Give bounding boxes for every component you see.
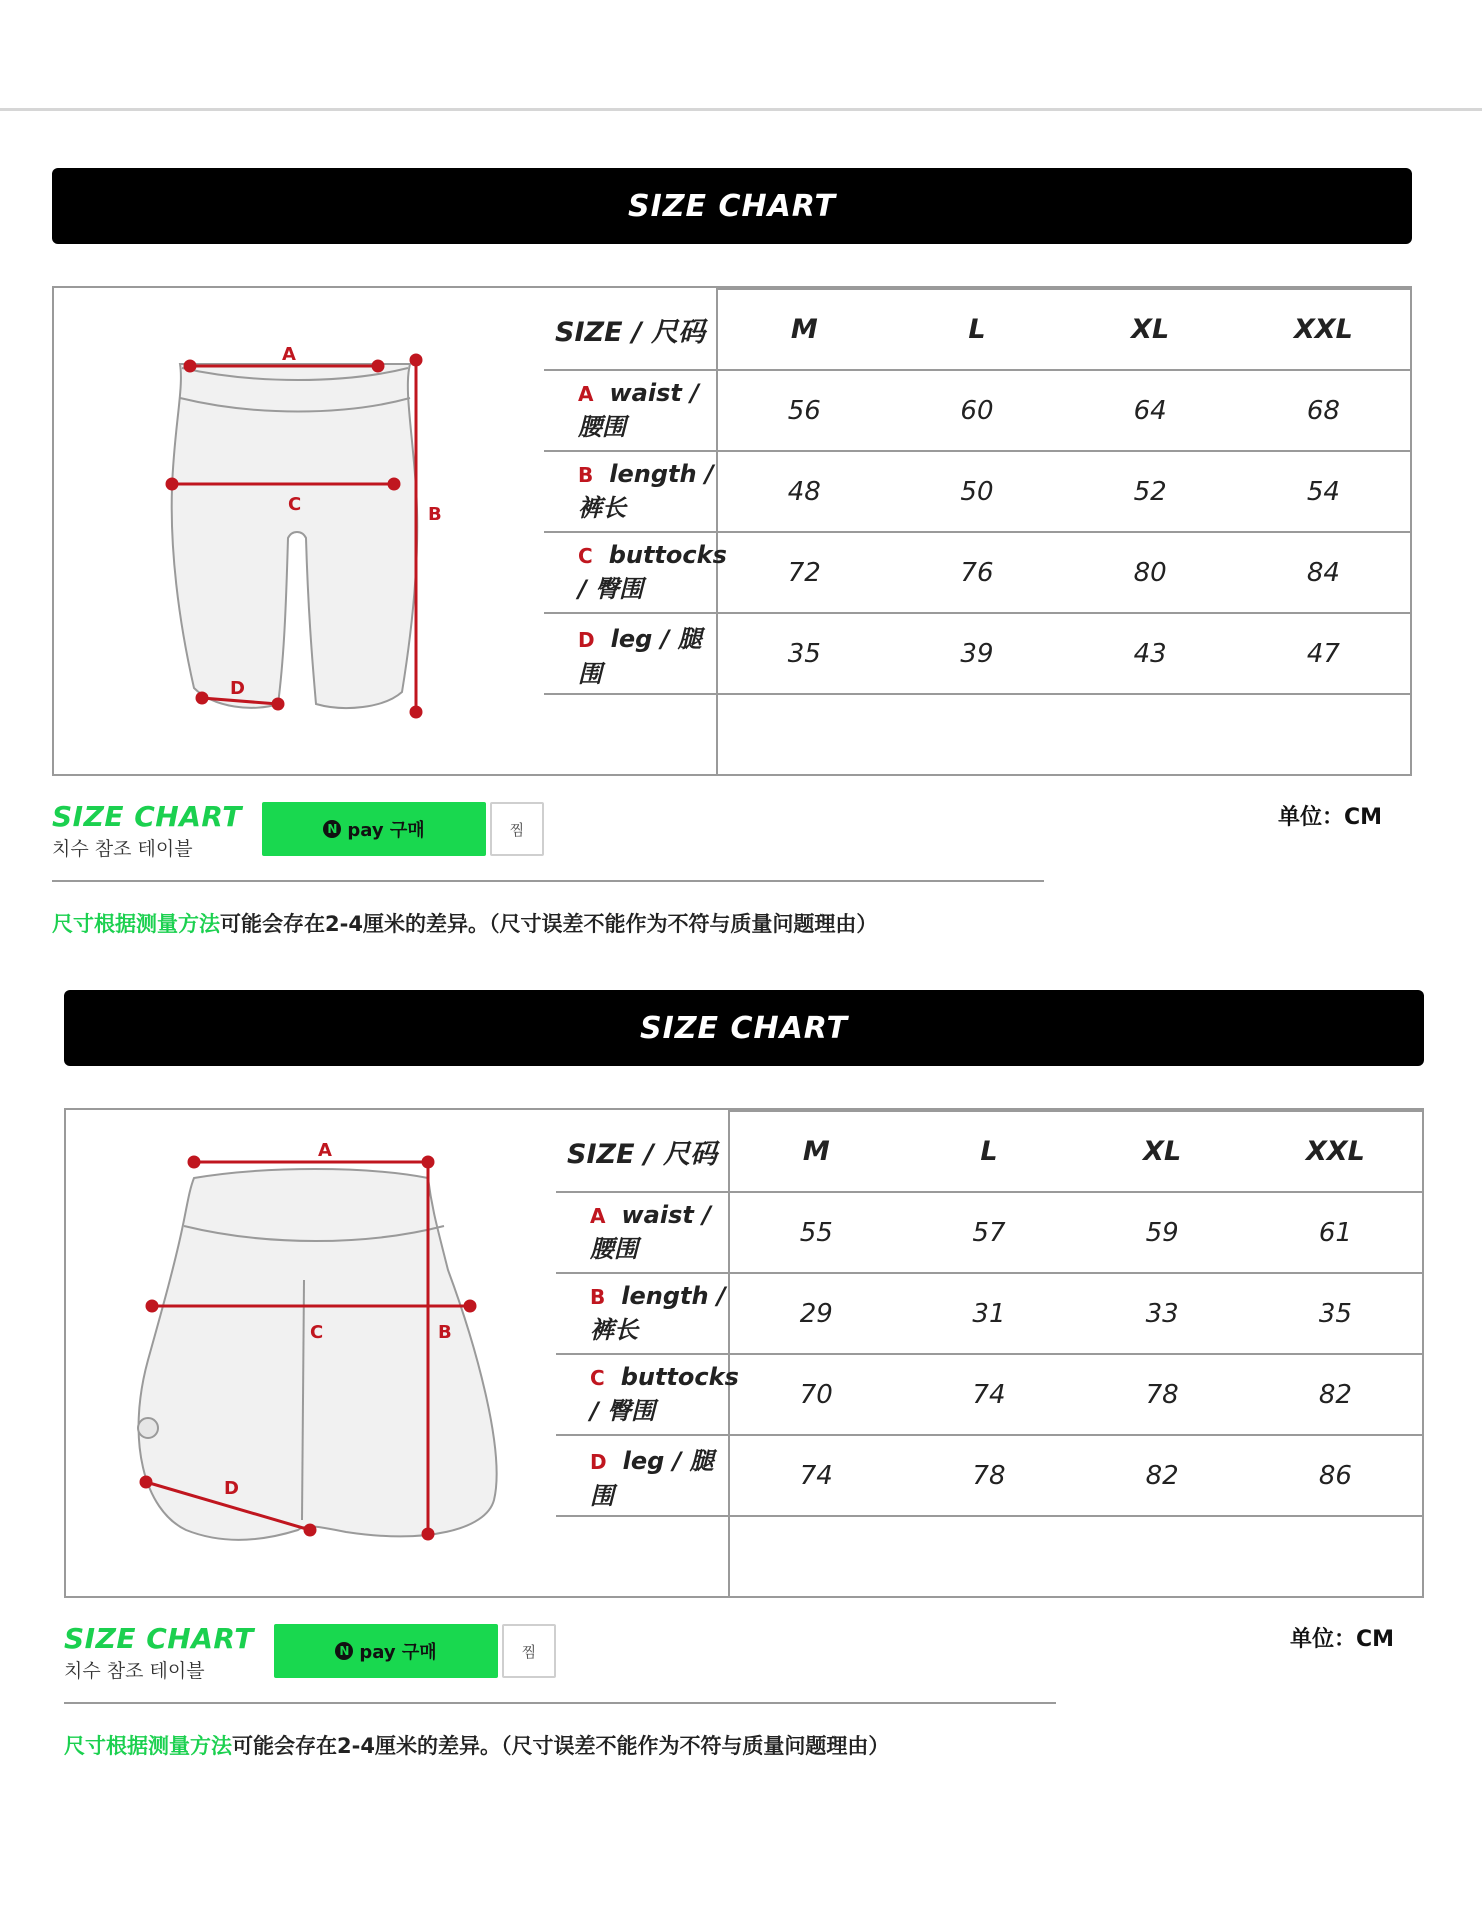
row-label-text: length / 裤长: [578, 460, 714, 522]
diagram-label-b: B: [438, 1322, 452, 1343]
measure-dot: [273, 699, 283, 709]
diagram-label-d: D: [230, 678, 245, 699]
table-row: [544, 613, 1410, 694]
row-letter: A: [590, 1204, 606, 1228]
section-header-bar: [64, 990, 1424, 1066]
row-label: [556, 1354, 739, 1435]
table-header-row: [544, 289, 1410, 370]
row-letter: C: [578, 544, 593, 568]
wishlist-label: 찜: [521, 1642, 537, 1661]
footer-divider: [52, 880, 1044, 882]
measure-dot: [141, 1477, 151, 1487]
diagram-label-a: A: [318, 1140, 332, 1161]
table-cell: 74: [729, 1435, 902, 1516]
row-label-text: buttocks / 臀围: [590, 1363, 739, 1425]
measure-dot: [147, 1301, 157, 1311]
size-table: [556, 1110, 1422, 1598]
wishlist-button[interactable]: [490, 802, 544, 856]
row-letter: B: [578, 463, 594, 487]
measure-dot: [197, 693, 207, 703]
row-label-text: leg / 腿围: [578, 624, 702, 688]
size-header-m: M: [717, 289, 890, 370]
unit-label: 单位：CM: [1277, 805, 1382, 830]
empty-cell: [717, 694, 1410, 775]
measurement-note: [52, 908, 877, 938]
size-chart-box: [64, 1108, 1424, 1598]
shorts-shape: [139, 1169, 497, 1540]
section-header-title: SIZE CHART: [639, 1010, 849, 1046]
row-label: [556, 1192, 729, 1273]
measure-dot: [189, 1157, 199, 1167]
footer-title: SIZE CHART: [64, 1622, 254, 1655]
row-letter: D: [590, 1449, 607, 1474]
table-cell: 86: [1249, 1435, 1422, 1516]
logo-badge: [138, 1418, 158, 1438]
table-row: [556, 1192, 1422, 1273]
measure-dot: [305, 1525, 315, 1535]
leggings-shape: [172, 364, 418, 708]
table-row: [544, 451, 1410, 532]
table-cell: 35: [1249, 1273, 1422, 1354]
row-label-text: buttocks / 臀围: [578, 541, 727, 603]
table-cell: 54: [1237, 451, 1410, 532]
diagram-label-a: A: [282, 344, 296, 365]
table-cell: 70: [729, 1354, 902, 1435]
size-header-l: L: [902, 1111, 1075, 1192]
table-cell: 82: [1249, 1354, 1422, 1435]
note-highlight: 尺寸根据测量方法: [64, 1734, 232, 1758]
measure-dot: [185, 361, 195, 371]
table-cell: 57: [902, 1192, 1075, 1273]
measure-dot: [423, 1529, 433, 1539]
row-label-text: leg / 腿围: [590, 1446, 714, 1510]
section-header-title: SIZE CHART: [627, 188, 837, 224]
measure-dot: [411, 355, 421, 365]
size-table: [544, 288, 1410, 776]
measure-dot: [373, 361, 383, 371]
footer-subtitle: 치수 참조 테이블: [64, 1660, 205, 1682]
size-header-m: M: [729, 1111, 902, 1192]
measurement-note: [64, 1730, 889, 1760]
table-row: [544, 370, 1410, 451]
measure-dot: [465, 1301, 475, 1311]
wishlist-button[interactable]: [502, 1624, 556, 1678]
table-empty-row: [556, 1516, 1422, 1597]
npay-buy-button[interactable]: [274, 1624, 498, 1678]
wishlist-label: 찜: [509, 820, 525, 839]
note-highlight: 尺寸根据测量方法: [52, 912, 220, 936]
npay-buy-label: pay 구매: [359, 1642, 437, 1663]
measure-dot: [411, 707, 421, 717]
note-text: 可能会存在2-4厘米的差异。（尺寸误差不能作为不符与质量问题理由）: [220, 912, 878, 936]
measure-dot: [389, 479, 399, 489]
unit-label: 单位：CM: [1289, 1627, 1394, 1652]
table-cell: 56: [717, 370, 890, 451]
table-header-size: SIZE / 尺码: [544, 289, 717, 370]
table-row: [544, 532, 1410, 613]
row-label-text: waist / 腰围: [578, 379, 699, 441]
table-cell: 35: [717, 613, 890, 694]
top-divider: [0, 108, 1482, 111]
row-label: [556, 1273, 729, 1354]
table-row: [556, 1354, 1422, 1435]
table-cell: 68: [1237, 370, 1410, 451]
table-cell: 31: [902, 1273, 1075, 1354]
size-header-xl: XL: [1064, 289, 1237, 370]
size-header-xxl: XXL: [1237, 289, 1410, 370]
table-cell: 74: [902, 1354, 1075, 1435]
leggings-diagram: [54, 288, 544, 774]
row-label-text: waist / 腰围: [590, 1201, 711, 1263]
table-cell: 82: [1076, 1435, 1249, 1516]
npay-buy-button[interactable]: [262, 802, 486, 856]
diagram-label-b: B: [428, 504, 442, 525]
diagram-label-d: D: [224, 1478, 239, 1499]
empty-cell: [544, 694, 717, 775]
npay-icon: N: [335, 1642, 353, 1660]
size-header-l: L: [890, 289, 1063, 370]
row-letter: D: [578, 627, 595, 652]
table-cell: 55: [729, 1192, 902, 1273]
table-cell: 59: [1076, 1192, 1249, 1273]
table-cell: 60: [890, 370, 1063, 451]
measure-dot: [167, 479, 177, 489]
size-chart-section-2: [64, 990, 1434, 1770]
empty-cell: [729, 1516, 1422, 1597]
diagram-label-c: C: [288, 494, 302, 515]
empty-cell: [556, 1516, 729, 1597]
table-cell: 29: [729, 1273, 902, 1354]
footer-title: SIZE CHART: [52, 800, 242, 833]
table-row: [556, 1273, 1422, 1354]
diagram-label-c: C: [310, 1322, 324, 1343]
size-chart-section-1: [52, 168, 1422, 948]
table-header-size: SIZE / 尺码: [556, 1111, 729, 1192]
section-header-bar: [52, 168, 1412, 244]
size-header-xxl: XXL: [1249, 1111, 1422, 1192]
size-header-xl: XL: [1076, 1111, 1249, 1192]
row-label: [544, 451, 717, 532]
table-cell: 47: [1237, 613, 1410, 694]
row-label: [544, 613, 717, 694]
table-empty-row: [544, 694, 1410, 775]
table-cell: 61: [1249, 1192, 1422, 1273]
footer-divider: [64, 1702, 1056, 1704]
row-letter: B: [590, 1285, 606, 1309]
table-cell: 72: [717, 532, 890, 613]
row-letter: A: [578, 382, 594, 406]
npay-buy-label: pay 구매: [347, 820, 425, 841]
table-cell: 50: [890, 451, 1063, 532]
row-label: [544, 370, 717, 451]
table-cell: 48: [717, 451, 890, 532]
table-header-row: [556, 1111, 1422, 1192]
table-cell: 39: [890, 613, 1063, 694]
row-label: [544, 532, 727, 613]
note-text: 可能会存在2-4厘米的差异。（尺寸误差不能作为不符与质量问题理由）: [232, 1734, 890, 1758]
table-cell: 84: [1237, 532, 1410, 613]
table-cell: 78: [1076, 1354, 1249, 1435]
table-cell: 33: [1076, 1273, 1249, 1354]
row-letter: C: [590, 1366, 605, 1390]
table-cell: 76: [890, 532, 1063, 613]
table-cell: 64: [1064, 370, 1237, 451]
size-chart-box: [52, 286, 1412, 776]
footer-subtitle: 치수 참조 테이블: [52, 838, 193, 860]
table-cell: 52: [1064, 451, 1237, 532]
shorts-diagram: [66, 1110, 556, 1596]
table-row: [556, 1435, 1422, 1516]
npay-icon: N: [323, 820, 341, 838]
table-cell: 80: [1064, 532, 1237, 613]
table-cell: 43: [1064, 613, 1237, 694]
table-cell: 78: [902, 1435, 1075, 1516]
row-label-text: length / 裤长: [590, 1282, 726, 1344]
row-label: [556, 1435, 729, 1516]
